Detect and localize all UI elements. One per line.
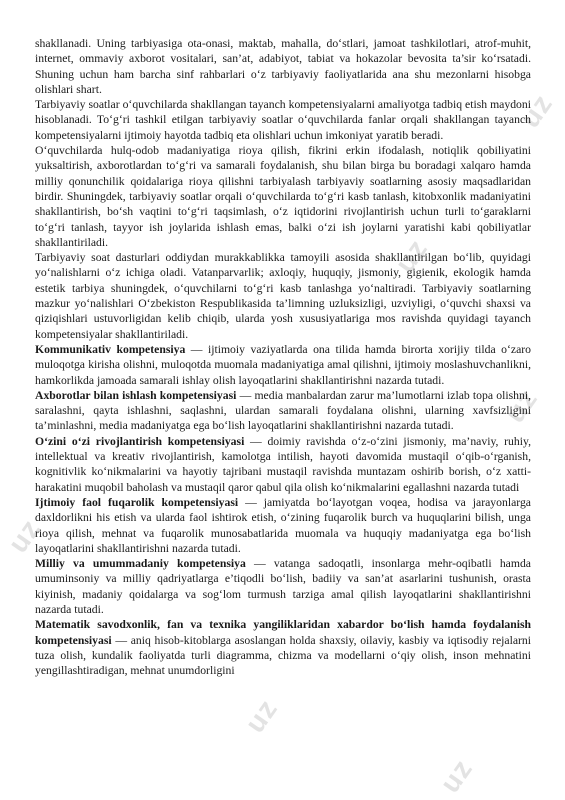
competency-term: Ijtimoiy faol fuqarolik kompetensiyasi: [35, 495, 239, 509]
competency-paragraph: Matematik savodxonlik, fan va texnika yangiliklaridan xabardor bo‘lish hamda foydalanish kompetensiyasi — aniq hisob-kitoblarga asoslangan holda shaxsiy, oilaviy, kasbiy va iqtisodiy rejalarni tuza olish, kundalik faoliyatda turli diagramma, chizma va modellarni o‘qiy olish, inson mehnatini yengillashtiradigan, mehnat unumdorligini: [35, 618, 531, 678]
paragraph: O‘quvchilarda hulq-odob madaniyatiga rioya qilish, fikrini erkin ifodalash, notiqlik qobiliyatini yuksaltirish, axborotlardan to‘g‘ri va samarali foydalanish, shu bilan birga bu boradagi xalqaro hamda milliy qonunchilik qoidalariga rioya qilishni tarbiyalash tarbiyaviy soatlarning asosiy maqsadlaridan birdir. Shuningdek, tarbiyaviy soatlar orqali o‘quvchilarda to‘g‘ri kasb tanlash, kitobxonlik madaniyatini shakllantirish, bo‘sh vaqtini to‘g‘ri taqsimlash, o‘z iqtidorini rivojlantirish uchun turli to‘garaklarni to‘g‘ri tanlash, tayyor ish joylarida ishlash emas, balki o‘zi ish joylarni yaratishi kabi qobiliyatlar shakllantiriladi.: [35, 144, 531, 249]
competency-term: O‘zini o‘zi rivojlantirish kompetensiyasi: [35, 434, 245, 448]
paragraph: Tarbiyaviy soatlar o‘quvchilarda shakllangan tayanch kompetensiyalarni amaliyotga tadbiq etish maydoni hisoblanadi. To‘g‘ri tashkil etilgan tarbiyaviy soatlar o‘quvchilarda fanlar orqali shakllangan tayanch kompetensiyalarni ijtimoiy hayotda tadbiq eta olishlari uchun imkoniyat yaratib beradi.: [35, 98, 531, 142]
paragraph: shakllanadi. Uning tarbiyasiga ota-onasi, maktab, mahalla, do‘stlari, jamoat tashkilotlari, atrof-muhit, internet, ommaviy axborot vositalari, san’at, adabiyot, tabiat va hokazolar bevosita ta’sir ko‘rsatadi. Shuning uchun ham barcha sinf rahbarlari o‘z tarbiyaviy faoliyatlarida ana shu mezonlarni hisobga olishlari shart.: [35, 37, 531, 96]
competency-paragraph: Kommunikativ kompetensiya — ijtimoiy vaziyatlarda ona tilida hamda birorta xorijiy tilda o‘zaro muloqotga kirisha olishni, muloqotda muomala madaniyatiga amal qilishni, ijtimoiy moslashuvchanlikni, hamkorlikda jamoada samarali ishlay olish layoqatlarini shakllantirishni nazarda tutadi.: [35, 342, 532, 387]
body-text: [35, 36, 531, 678]
watermark: uz: [388, 233, 434, 279]
competency-term: Matematik savodxonlik, fan va texnika yangiliklaridan xabardor bo‘lish hamda foydalanish kompetensiyasi: [35, 618, 531, 647]
competency-term: Milliy va umummadaniy kompetensiya: [35, 557, 246, 571]
watermark: uz: [238, 693, 284, 739]
watermark: uz: [433, 753, 479, 799]
watermark: uz: [513, 88, 559, 134]
watermark: uz: [1, 513, 47, 559]
competency-term: Kommunikativ kompetensiya: [35, 342, 186, 356]
competency-term: Axborotlar bilan ishlash kompetensiyasi: [35, 388, 237, 402]
competency-paragraph: Milliy va umummadaniy kompetensiya — vatanga sadoqatli, insonlarga mehr-oqibatli hamda umuminsoniy va milliy qadriyatlarga e’tiqodli bo‘lish, badiiy va san’at asarlarini tushunish, orasta kiyinish, madaniy qoidalarga va sog‘lom turmush tarziga amal qilish layoqatlarini shakllantirishni nazarda tutadi.: [35, 557, 531, 616]
competency-paragraph: Ijtimoiy faol fuqarolik kompetensiyasi — jamiyatda bo‘layotgan voqea, hodisa va jarayonlarga daxldorlikni his etish va ularda faol ishtirok etish, o‘zining fuqarolik burch va huquqlarini bilish, unga rioya qilish, mehnat va fuqarolik munosabatlarida muomala va huquqiy madaniyatga ega bo‘lish layoqatlarini shakllantirishni nazarda tutadi.: [35, 495, 531, 555]
watermark: uz: [498, 383, 544, 429]
competency-paragraph: O‘zini o‘zi rivojlantirish kompetensiyasi — doimiy ravishda o‘z-o‘zini jismoniy, ma’naviy, ruhiy, intellektual va kreativ rivojlantirish, kamolotga intilish, hayoti davomida mustaqil o‘qib-o‘rganish, kognitivlik ko‘nikmalarini va hayotiy tajribani mustaqil ravishda muntazam oshirib borish, o‘z xatti-harakatini muqobil baholash va mustaqil qaror qabul qila olish ko‘nikmalarini egallashni nazarda tutadi: [35, 434, 531, 494]
paragraph: Tarbiyaviy soat dasturlari oddiydan murakkablikka tamoyili asosida shakllantirilgan bo‘lib, quyidagi yo‘nalishlarni o‘z ichiga oladi. Vatanparvarlik; axloqiy, huquqiy, jismoniy, gigienik, ekologik hamda estetik tarbiya shuningdek, o‘quvchilarni to‘g‘ri kasb tanlashga yo‘naltiradi. Tarbiyaviy soatlarning mazkur yo‘nalishlari O‘zbekiston Respublikasida ta’limning uzluksizligi, uzviyligi, o‘quvchi shaxsi va qiziqishlari ustuvorligidan kelib chiqib, ularda yosh xususiyatlariga mos ravishda quyidagi tayanch kompetensiyalar shakllantiriladi.: [35, 251, 531, 341]
competency-paragraph: Axborotlar bilan ishlash kompetensiyasi — media manbalardan zarur ma’lumotlarni izlab topa olishni, saralashni, qayta ishlashni, saqlashni, ulardan samarali foydalana olishni, ularning xavfsizligini ta’minlashni, media madaniyatga ega bo‘lish layoqatlarini shakllantirishni nazarda tutadi.: [35, 388, 531, 433]
